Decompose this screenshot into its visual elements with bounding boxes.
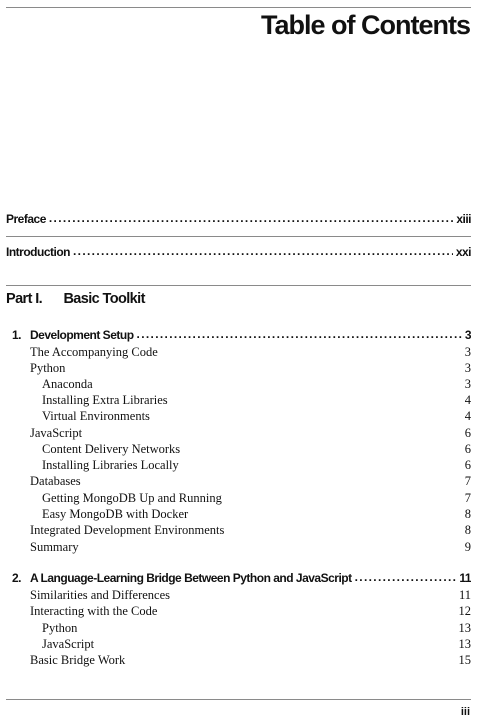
chapter-page: 11 [459, 571, 471, 585]
toc-section[interactable] [30, 474, 471, 489]
section-page: 3 [464, 361, 471, 375]
toc-subsection[interactable] [42, 637, 471, 652]
divider [6, 236, 471, 237]
toc-subsection[interactable] [42, 393, 471, 408]
section-title: Integrated Development Environments [30, 523, 225, 537]
section-title: Python [30, 361, 66, 375]
section-page: 13 [458, 621, 471, 635]
toc-subsection[interactable] [42, 507, 471, 522]
section-title: Python [42, 621, 78, 635]
chapter-title: Development Setup [30, 328, 134, 342]
toc-entry-page: xiii [456, 212, 471, 226]
toc-entry-title: Introduction [6, 245, 70, 259]
section-page: 4 [464, 409, 471, 423]
section-title: Easy MongoDB with Docker [42, 507, 189, 521]
section-title: Installing Libraries Locally [42, 458, 179, 472]
section-title: The Accompanying Code [30, 345, 158, 359]
section-title: Virtual Environments [42, 409, 150, 423]
section-title: Interacting with the Code [30, 604, 158, 618]
section-page: 7 [464, 491, 471, 505]
toc-section[interactable] [30, 604, 471, 619]
chapter-title: A Language-Learning Bridge Between Python and JavaScript [30, 571, 352, 585]
section-title: Content Delivery Networks [42, 442, 181, 456]
section-page: 8 [464, 507, 471, 521]
section-title: JavaScript [30, 426, 83, 440]
section-page: 8 [464, 523, 471, 537]
section-page: 11 [458, 588, 471, 602]
part-label: Part I. [6, 291, 43, 307]
section-title: Summary [30, 540, 79, 554]
toc-entry-preface[interactable] [6, 212, 471, 226]
dot-leader [137, 328, 462, 341]
chapter-number: 2. [12, 571, 22, 585]
section-title: Installing Extra Libraries [42, 393, 168, 407]
toc-subsection[interactable] [42, 442, 471, 457]
section-title: JavaScript [42, 637, 95, 651]
section-page: 3 [464, 377, 471, 391]
section-page: 6 [464, 442, 471, 456]
toc-subsection[interactable] [42, 458, 471, 473]
chapter-number: 1. [12, 328, 22, 342]
footer-rule [6, 699, 471, 700]
dot-leader [73, 245, 453, 258]
part-title: Basic Toolkit [63, 291, 145, 307]
section-page: 13 [458, 637, 471, 651]
part-heading [6, 291, 145, 307]
section-title: Databases [30, 474, 81, 488]
toc-section[interactable] [30, 523, 471, 538]
toc-section[interactable] [30, 361, 471, 376]
toc-section[interactable] [30, 345, 471, 360]
section-page: 7 [464, 474, 471, 488]
section-title: Similarities and Differences [30, 588, 171, 602]
dot-leader [49, 212, 453, 225]
toc-chapter-1[interactable] [12, 328, 471, 342]
chapter-page: 3 [464, 328, 471, 342]
toc-entry-title: Preface [6, 212, 46, 226]
section-page: 15 [458, 653, 471, 667]
toc-section[interactable] [30, 588, 471, 603]
toc-section[interactable] [30, 653, 471, 668]
section-page: 12 [458, 604, 471, 618]
section-page: 9 [464, 540, 471, 554]
page-number: iii [460, 706, 470, 718]
section-title: Basic Bridge Work [30, 653, 126, 667]
page-title: Table of Contents [261, 10, 470, 40]
section-page: 6 [464, 426, 471, 440]
section-title: Getting MongoDB Up and Running [42, 491, 222, 505]
toc-subsection[interactable] [42, 491, 471, 506]
section-page: 3 [464, 345, 471, 359]
divider [6, 285, 471, 286]
toc-subsection[interactable] [42, 409, 471, 424]
toc-section[interactable] [30, 540, 471, 555]
toc-section[interactable] [30, 426, 471, 441]
toc-subsection[interactable] [42, 621, 471, 636]
section-page: 4 [464, 393, 471, 407]
toc-chapter-2[interactable] [12, 571, 471, 585]
toc-subsection[interactable] [42, 377, 471, 392]
section-title: Anaconda [42, 377, 93, 391]
toc-entry-introduction[interactable] [6, 245, 471, 259]
dot-leader [355, 571, 457, 584]
section-page: 6 [464, 458, 471, 472]
toc-entry-page: xxi [455, 245, 471, 259]
